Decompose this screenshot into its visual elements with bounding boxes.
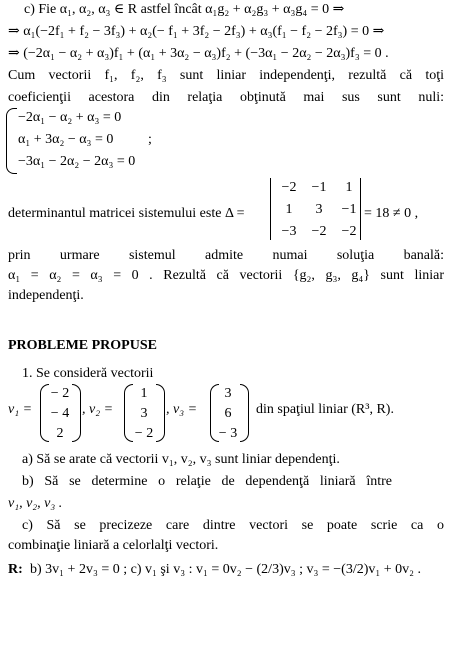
- matrix-cell-0-0: −2: [281, 180, 297, 195]
- matrix-cell-1-2: −1: [341, 202, 357, 217]
- line-7: α₁ = α₂ = α₃ = 0 . Rezultă că vectorii {g₂, g₃, g₄} sunt liniar: [8, 268, 444, 283]
- determinant-text: determinantul matricei sistemului este Δ =: [8, 206, 245, 221]
- matrix-cell-2-0: −3: [281, 224, 297, 239]
- problem-a: a) Să se arate că vectorii v₁, v₂, v₃ sunt liniar dependenţi.: [22, 452, 340, 467]
- space-text: din spaţiul liniar (R³, R).: [256, 402, 394, 417]
- system-brace: [6, 108, 17, 174]
- line-8: independenţi.: [8, 288, 84, 303]
- v2-right-paren: [156, 384, 165, 442]
- system-eq-2: α₁ + 3α₂ − α₃ = 0: [18, 132, 114, 147]
- line-4: Cum vectorii f₁, f₂, f₃ sunt liniar independenţi, rezultă că toţi: [8, 68, 444, 83]
- v3-label: , v₃ =: [166, 402, 198, 417]
- v3-entry-2: − 3: [218, 426, 238, 441]
- v2-entry-0: 1: [140, 386, 148, 401]
- v1-entry-2: 2: [56, 426, 64, 441]
- line-3: ⇒ (−2α₁ − α₂ + α₃)f₁ + (α₁ + 3α₂ − α₃)f₂ + (−3α₁ − 2α₂ − 2α₃)f₃ = 0 .: [8, 46, 389, 61]
- determinant-result: = 18 ≠ 0 ,: [364, 206, 419, 221]
- matrix-cell-2-1: −2: [311, 224, 327, 239]
- v3-right-paren: [240, 384, 249, 442]
- v2-entry-1: 3: [140, 406, 148, 421]
- v1-label: v₁ =: [8, 402, 33, 417]
- v1-entry-0: − 2: [50, 386, 70, 401]
- v3-entry-1: 6: [224, 406, 232, 421]
- system-eq-3: −3α₁ − 2α₂ − 2α₃ = 0: [18, 154, 136, 169]
- line-5: coeficienţii acestora din relaţia obţinută mai sus sunt nuli:: [8, 90, 444, 105]
- matrix-cell-0-1: −1: [311, 180, 327, 195]
- line-1: c) Fie α₁, α₂, α₃ ∈ R astfel încât α₁g₂ + α₂g₃ + α₃g₄ = 0 ⇒: [24, 2, 345, 17]
- system-separator: ;: [148, 132, 152, 147]
- determinant-left-bar: [270, 178, 271, 240]
- v1-right-paren: [72, 384, 81, 442]
- answer-text: b) 3v₁ + 2v₃ = 0 ; c) v₁ şi v₃ : v₁ = 0v₂ − (2/3)v₃ ; v₃ = −(3/2)v₁ + 0v₂ .: [30, 562, 422, 577]
- line-2: ⇒ α₁(−2f₁ + f₂ − 3f₃) + α₂(− f₁ + 3f₂ − 2f₃) + α₃(f₁ − f₂ − 2f₃) = 0 ⇒: [8, 24, 385, 39]
- problem-intro: 1. Se consideră vectorii: [22, 366, 154, 381]
- line-6: prin urmare sistemul admite numai soluţia banală:: [8, 248, 444, 263]
- matrix-cell-0-2: 1: [345, 180, 353, 195]
- system-eq-1: −2α₁ − α₂ + α₃ = 0: [18, 110, 122, 125]
- v2-label: , v₂ =: [82, 402, 114, 417]
- matrix-cell-2-2: −2: [341, 224, 357, 239]
- v3-entry-0: 3: [224, 386, 232, 401]
- v1-entry-1: − 4: [50, 406, 70, 421]
- problem-c-1: c) Să se precizeze care dintre vectori se poate scrie ca o: [22, 518, 444, 533]
- problem-c-2: combinaţie liniară a celorlalţi vectori.: [8, 538, 219, 553]
- problem-b-2: v₁, v₂, v₃ .: [8, 496, 63, 511]
- matrix-cell-1-0: 1: [285, 202, 293, 217]
- v2-entry-2: − 2: [134, 426, 154, 441]
- section-title: PROBLEME PROPUSE: [8, 338, 157, 353]
- problem-b-1: b) Să se determine o relaţie de dependenţă liniară între: [22, 474, 392, 489]
- answer-label: R:: [8, 562, 23, 577]
- matrix-cell-1-1: 3: [315, 202, 323, 217]
